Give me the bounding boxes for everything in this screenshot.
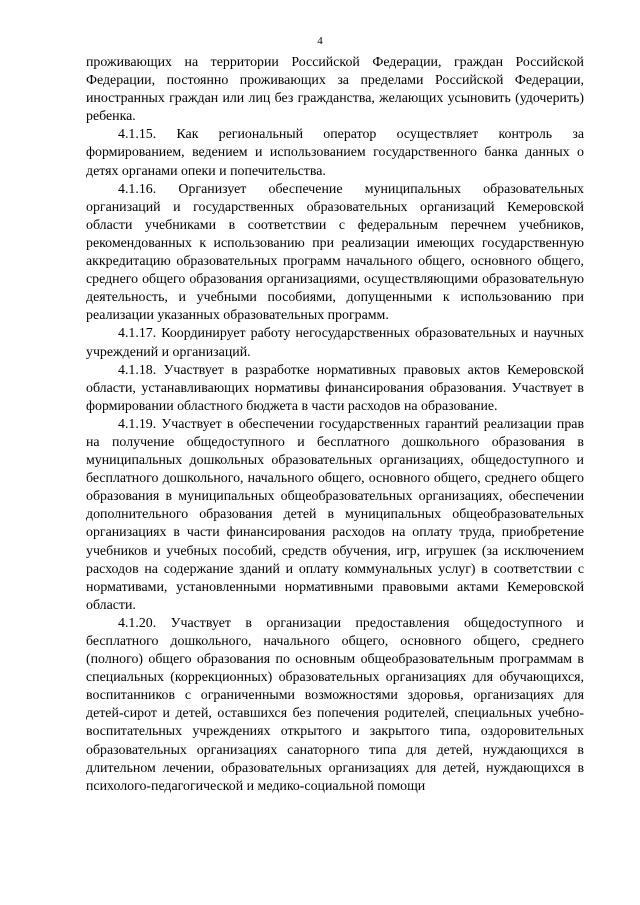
- paragraph-4-1-18: 4.1.18. Участвует в разработке нормативных правовых актов Кемеровской области, устанавливающих нормативы финансирования образования. Участвует в формировании областного бюджета в части расходов на образование.: [86, 362, 584, 414]
- paragraph-continuation: проживающих на территории Российской Федерации, граждан Российской Федерации, постоянно проживающих за пределами Российской Федерации, иностранных граждан или лиц без гражданства, желающих усыновить (удочерить) ребенка.: [86, 55, 584, 125]
- page-number: 4: [317, 35, 323, 47]
- paragraph-4-1-15: 4.1.15. Как региональный оператор осуществляет контроль за формированием, ведением и использованием государственного банка данных о детях органами опеки и попечительства.: [86, 127, 584, 179]
- paragraph-4-1-17: 4.1.17. Координирует работу негосударственных образовательных и научных учреждений и организаций.: [86, 326, 584, 360]
- paragraph-4-1-16: 4.1.16. Организует обеспечение муниципальных образовательных организаций и государственных образовательных организаций Кемеровской области учебниками в соответствии с федеральным перечнем учебников, рекомендованных к использованию при реализации имеющих государственную аккредитацию образовательных программ начального общего, основного общего, среднего общего образования организациями, осуществляющими образовательную деятельность, и учебными пособиями, допущенными к использованию при реализации указанных образовательных программ.: [86, 181, 584, 324]
- paragraph-4-1-19: 4.1.19. Участвует в обеспечении государственных гарантий реализации прав на получение общедоступного и бесплатного дошкольного образования в муниципальных дошкольных образовательных организациях, общедоступного и бесплатного дошкольного, начального общего, основного общего, среднего общего образования в муниципальных общеобразовательных организациях, обеспечении дополнительного образования детей в муниципальных общеобразовательных организациях в части финансирования расходов на оплату труда, приобретение учебников и учебных пособий, средств обучения, игр, игрушек (за исключением расходов на содержание зданий и оплату коммунальных услуг) в соответствии с нормативами, установленными нормативными правовыми актами Кемеровской области.: [86, 416, 584, 613]
- document-body: [86, 54, 584, 796]
- paragraph-4-1-20: 4.1.20. Участвует в организации предоставления общедоступного и бесплатного дошкольного, начального общего, основного общего, среднего (полного) общего образования по основным общеобразовательным программам в специальных (коррекционных) образовательных организациях для обучающихся, воспитанников с ограниченными возможностями здоровья, организациях для детей-сирот и детей, оставшихся без попечения родителей, специальных учебно-воспитательных учреждениях открытого и закрытого типа, оздоровительных образовательных организациях санаторного типа для детей, нуждающихся в длительном лечении, образовательных организациях для детей, нуждающихся в психолого-педагогической и медико-социальной помощи: [86, 615, 584, 794]
